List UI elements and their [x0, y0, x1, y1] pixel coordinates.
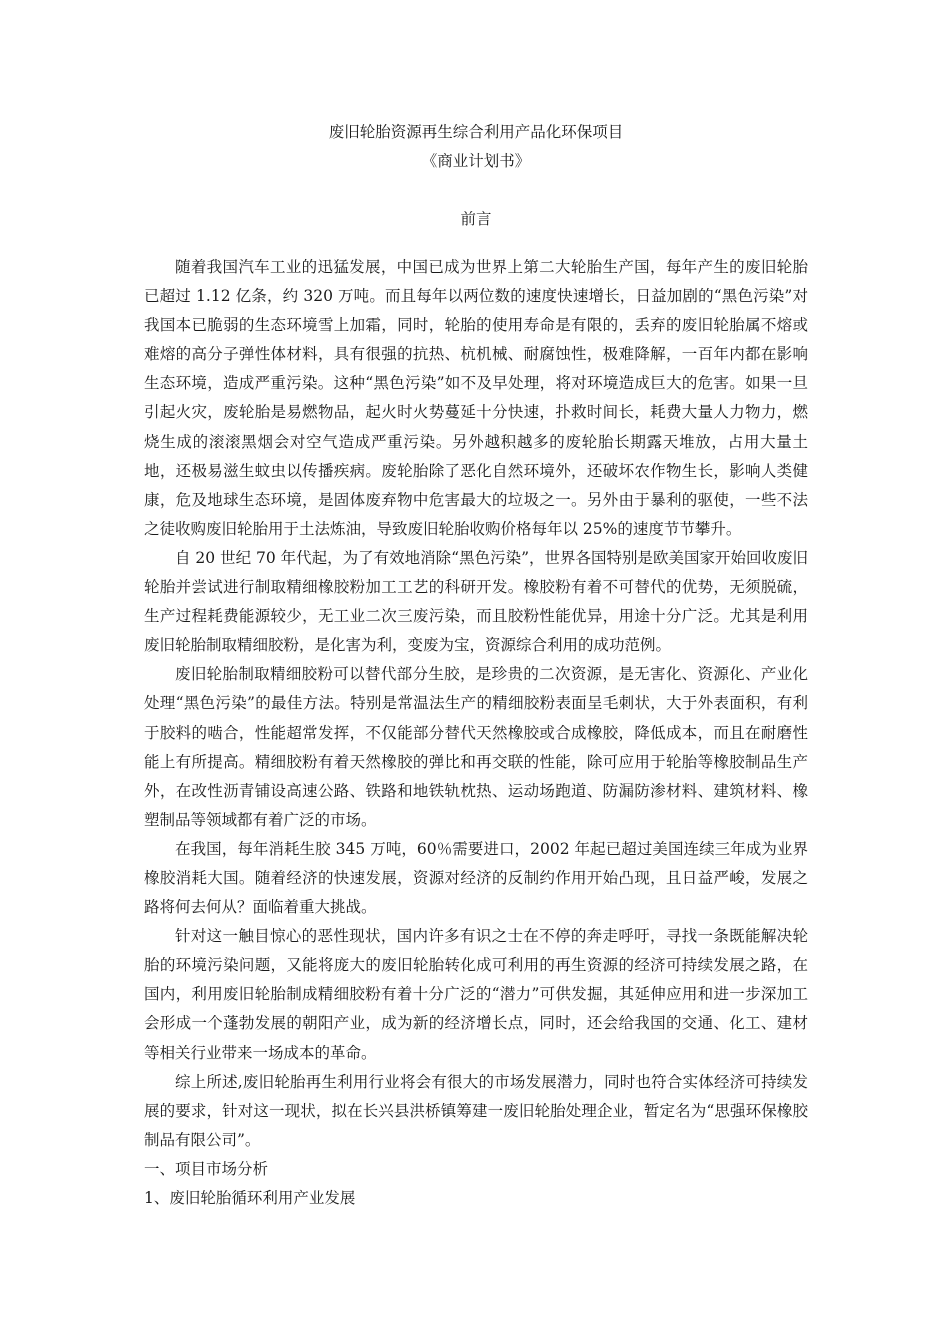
document-title: 废旧轮胎资源再生综合利用产品化环保项目 — [328, 123, 624, 141]
body-text — [144, 253, 808, 1213]
heading-market-analysis: 一、项目市场分析 — [144, 1159, 269, 1178]
paragraph-1: 随着我国汽车工业的迅猛发展，中国已成为世界上第二大轮胎生产国，每年产生的废旧轮胎已超过 1.12 亿条，约 320 万吨。而且每年以两位数的速度快速增长，日益加剧的“黑色污染”对我国本已脆弱的生态环境雪上加霜，同时，轮胎的使用寿命是有限的，丢弃的废旧轮胎属不熔或难熔的高分子弹性体材料，具有很强的抗热、杭机械、耐腐蚀性，极难降解，一百年内都在影响生态环境，造成严重污染。这种“黑色污染”如不及早处理，将对环境造成巨大的危害。如果一旦引起火灾，废轮胎是易燃物品，起火时火势蔓延十分快速，扑救时间长，耗费大量人力物力，燃烧生成的滚滚黑烟会对空气造成严重污染。另外越积越多的废轮胎长期露天堆放，占用大量土地，还极易滋生蚊虫以传播疾病。废轮胎除了恶化自然环境外，还破坏农作物生长，影响人类健康，危及地球生态环境，是固体废弃物中危害最大的垃圾之一。另外由于暴利的驱使，一些不法之徒收购废旧轮胎用于土法炼油，导致废旧轮胎收购价格每年以 25%的速度节节攀升。 — [144, 258, 808, 538]
document-subtitle: 《商业计划书》 — [421, 152, 531, 170]
paragraph-4: 在我国，每年消耗生胶 345 万吨，60％需要进口，2002 年起已超过美国连续三年成为业界橡胶消耗大国。随着经济的快速发展，资源对经济的反制约作用开始凸现，且日益严峻，发展之路将何去何从？面临着重大挑战。 — [144, 839, 808, 917]
paragraph-3: 废旧轮胎制取精细胶粉可以替代部分生胶，是珍贵的二次资源，是无害化、资源化、产业化处理“黑色污染”的最佳方法。特别是常温法生产的精细胶粉表面呈毛刺状，大于外表面积，有利于胶料的啮合，性能超常发挥，不仅能部分替代天然橡胶或合成橡胶，降低成本，而且在耐磨性能上有所提高。精细胶粉有着天然橡胶的弹比和再交联的性能，除可应用于轮胎等橡胶制品生产外，在改性沥青铺设高速公路、铁路和地铁轨枕热、运动场跑道、防漏防渗材料、建筑材料、橡塑制品等领域都有着广泛的市场。 — [144, 665, 808, 829]
paragraph-2: 自 20 世纪 70 年代起，为了有效地消除“黑色污染”，世界各国特别是欧美国家开始回收废旧轮胎并尝试进行制取精细橡胶粉加工工艺的科研开发。橡胶粉有着不可替代的优势，无须脱硫，生产过程耗费能源较少，无工业二次三废污染，而且胶粉性能优异，用途十分广泛。尤其是利用废旧轮胎制取精细胶粉，是化害为利，变废为宝，资源综合利用的成功范例。 — [144, 548, 809, 655]
paragraph-6: 综上所述,废旧轮胎再生利用行业将会有很大的市场发展潜力，同时也符合实体经济可持续发展的要求，针对这一现状，拟在长兴县洪桥镇筹建一废旧轮胎处理企业，暂定名为“思强环保橡胶制品有限公司”。 — [144, 1072, 808, 1149]
section-title: 前言 — [460, 210, 492, 228]
paragraph-5: 针对这一触目惊心的恶性现状，国内许多有识之士在不停的奔走呼吁，寻找一条既能解决轮胎的环境污染问题，又能将庞大的废旧轮胎转化成可利用的再生资源的经济可持续发展之路，在国内，利用废旧轮胎制成精细胶粉有着十分广泛的“潜力”可供发掘，其延伸应用和进一步深加工会形成一个蓬勃发展的朝阳产业，成为新的经济增长点，同时，还会给我国的交通、化工、建材等相关行业带来一场成本的革命。 — [144, 927, 808, 1062]
heading-tire-recycling: 1、废旧轮胎循环利用产业发展 — [144, 1189, 356, 1207]
